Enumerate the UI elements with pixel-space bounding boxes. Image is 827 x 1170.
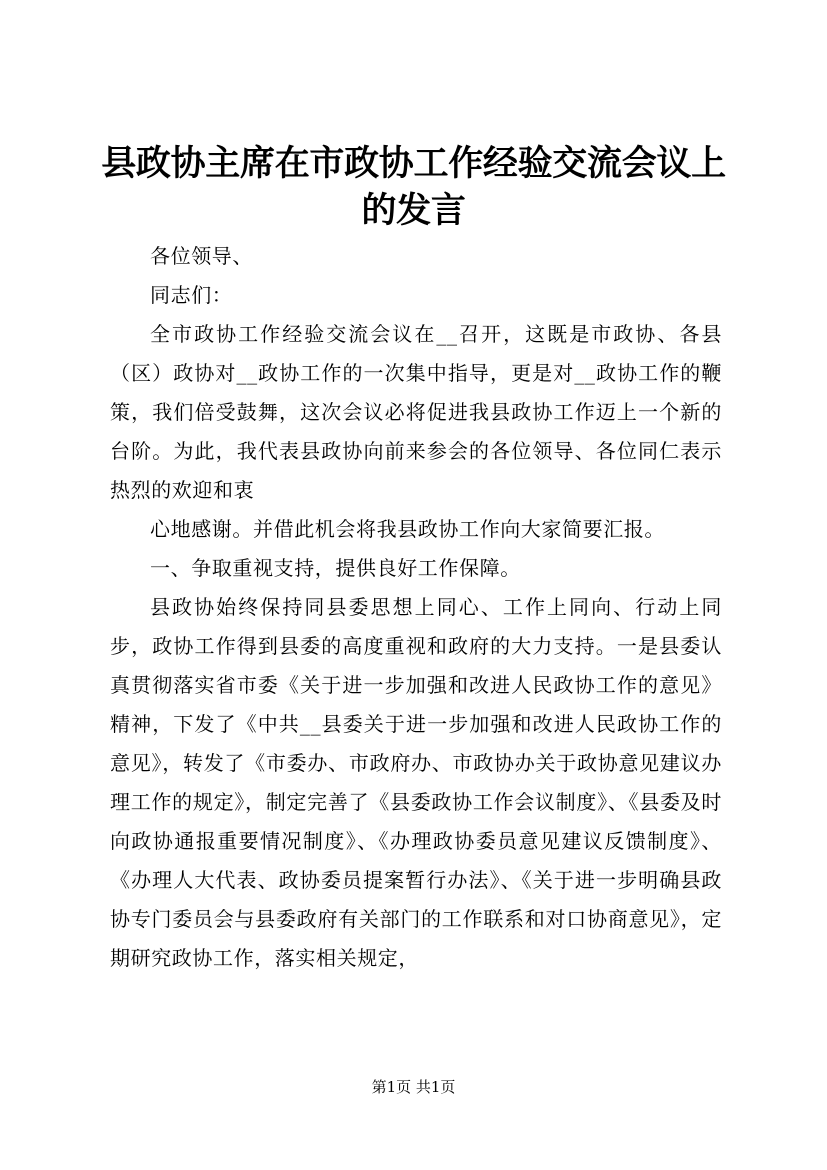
page-footer: 第1页 共1页 (371, 1078, 456, 1096)
paragraph-intro: 全市政协工作经验交流会议在__召开，这既是市政协、各县（区）政协对__政协工作的一次集中指导，更是对__政协工作的鞭策，我们倍受鼓舞，这次会议必将促进我县政协工作迈上一个新的台阶。为此，我代表县政协向前来参会的各位领导、各位同仁表示热烈的欢迎和衷 (110, 322, 722, 502)
section-heading-1: 一、争取重视支持，提供良好工作保障。 (150, 556, 521, 580)
document-body (110, 237, 722, 978)
paragraph-thanks: 心地感谢。并借此机会将我县政协工作向大家简要汇报。 (150, 517, 665, 541)
salutation-line-2: 同志们： (150, 283, 233, 307)
salutation-line-1: 各位领导、 (150, 244, 253, 268)
paragraph-section-1: 县政协始终保持同县委思想上同心、工作上同向、行动上同步，政协工作得到县委的高度重视和政府的大力支持。一是县委认真贯彻落实省市委《关于进一步加强和改进人民政协工作的意见》精神，下发了《中共__县委关于进一步加强和改进人民政协工作的意见》，转发了《市委办、市政府办、市政协办关于政协意见建议办理工作的规定》，制定完善了《县委政协工作会议制度》、《县委及时向政协通报重要情况制度》、《办理政协委员意见建议反馈制度》、《办理人大代表、政协委员提案暂行办法》、《关于进一步明确县政协专门委员会与县委政府有关部门的工作联系和对口协商意见》，定期研究政协工作，落实相关规定， (110, 595, 722, 970)
document-title: 县政协主席在市政协工作经验交流会议上的发言 (101, 143, 726, 231)
